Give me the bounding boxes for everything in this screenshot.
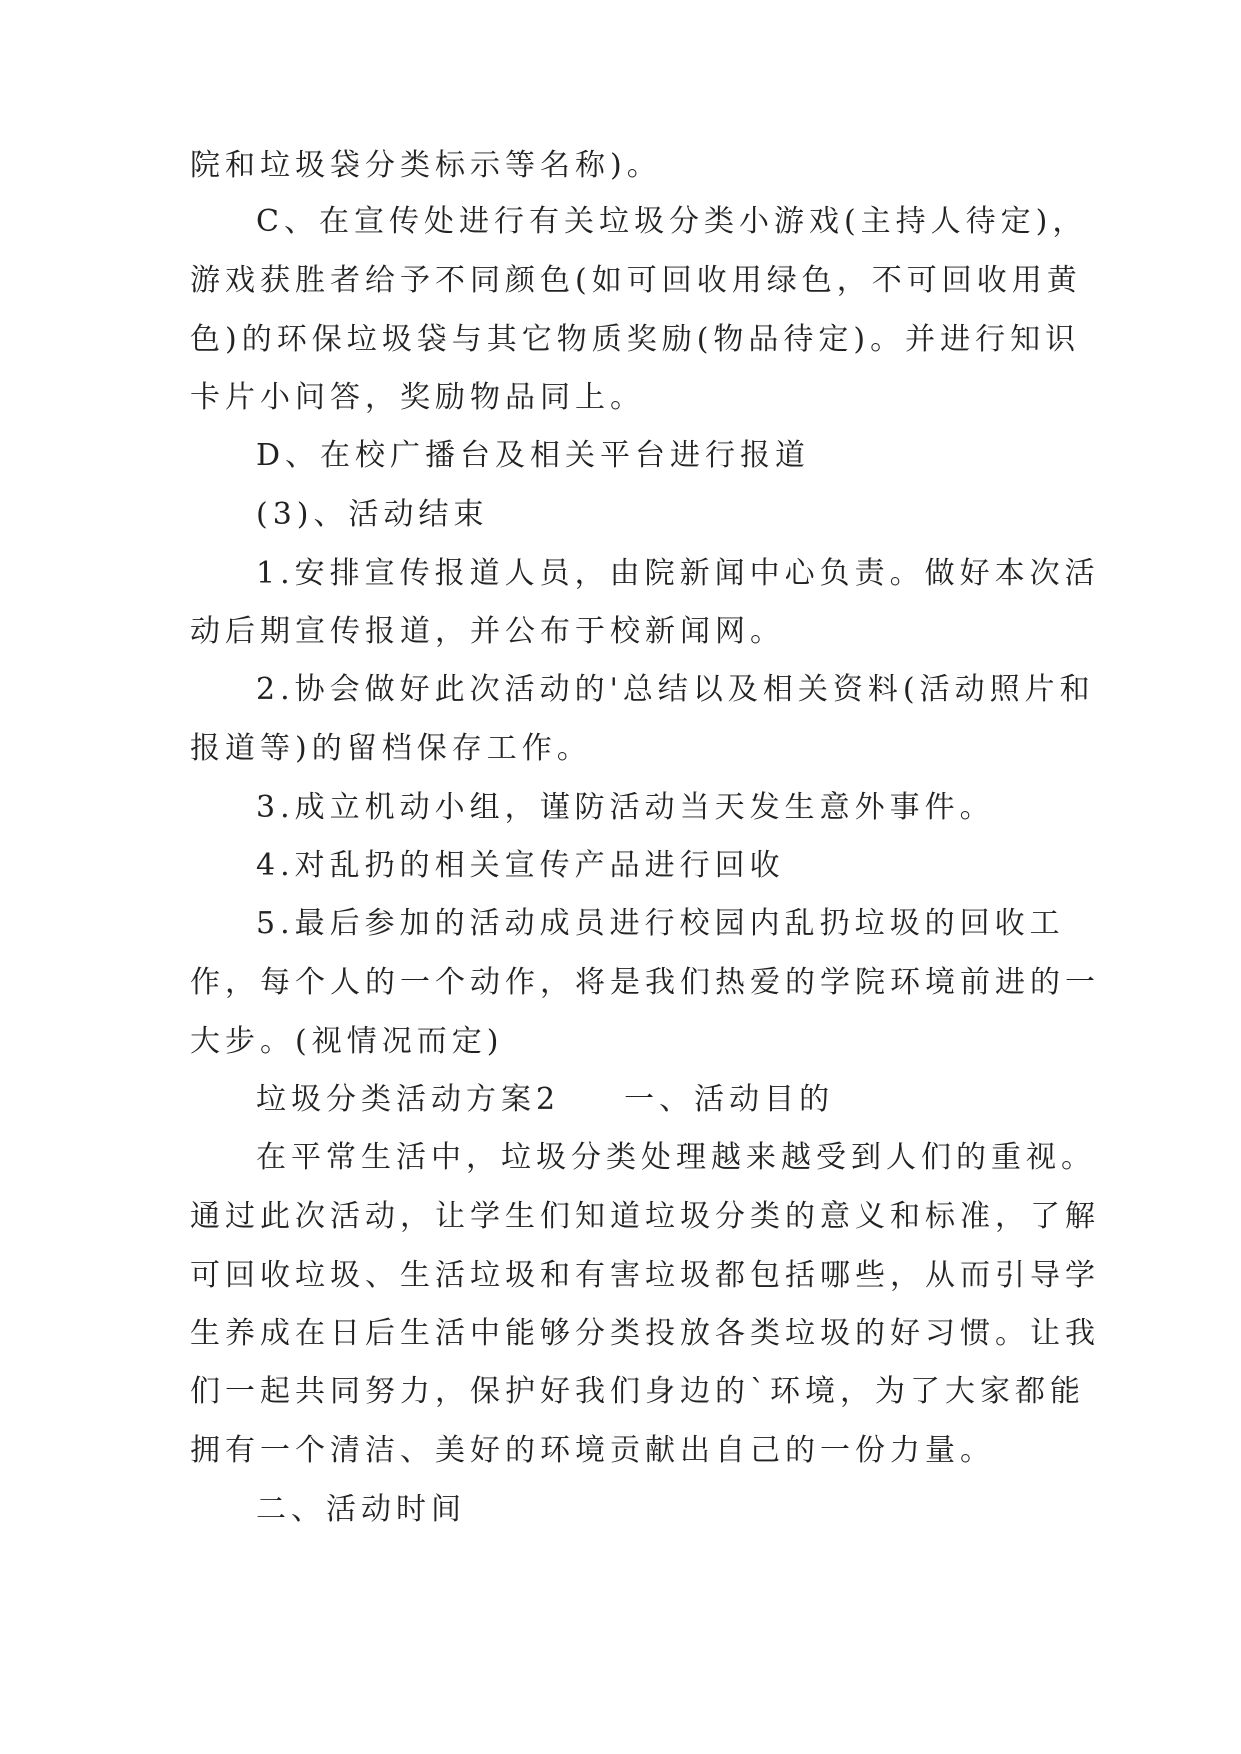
text-line: 作，每个人的一个动作，将是我们热爱的学院环境前进的一 [190,965,1100,1000]
text-line: 报道等)的留档保存工作。 [190,731,592,766]
text-line: 院和垃圾袋分类标示等名称)。 [190,148,662,183]
text-line: 可回收垃圾、生活垃圾和有害垃圾都包括哪些，从而引导学 [190,1258,1100,1293]
text-line: (3)、活动结束 [256,497,489,532]
text-line: 在平常生活中，垃圾分类处理越来越受到人们的重视。 [256,1140,1096,1175]
text-line: 拥有一个清洁、美好的环境贡献出自己的一份力量。 [190,1433,995,1468]
text-line: 大步。(视情况而定) [190,1024,504,1059]
text-line: 们一起共同努力，保护好我们身边的`环境，为了大家都能 [190,1374,1085,1409]
text-line: 通过此次活动，让学生们知道垃圾分类的意义和标准，了解 [190,1199,1100,1234]
text-line: C、在宣传处进行有关垃圾分类小游戏(主持人待定)， [256,204,1088,239]
text-line: 生养成在日后生活中能够分类投放各类垃圾的好习惯。让我 [190,1316,1100,1351]
plan-title: 垃圾分类活动方案2 [256,1082,561,1117]
text-line: 1.安排宣传报道人员，由院新闻中心负责。做好本次活 [256,556,1100,591]
section-heading: 二、活动时间 [256,1492,466,1527]
text-line: 色)的环保垃圾袋与其它物质奖励(物品待定)。并进行知识 [190,322,1081,357]
text-line: D、在校广播台及相关平台进行报道 [256,438,811,473]
section-heading-line [256,1080,1136,1120]
text-line: 卡片小问答，奖励物品同上。 [190,380,645,415]
text-line: 4.对乱扔的相关宣传产品进行回收 [256,848,785,883]
section-heading: 一、活动目的 [624,1082,835,1117]
text-line: 5.最后参加的活动成员进行校园内乱扔垃圾的回收工 [256,906,1065,941]
text-line: 游戏获胜者给予不同颜色(如可回收用绿色，不可回收用黄 [190,263,1082,298]
text-line: 3.成立机动小组，谨防活动当天发生意外事件。 [256,790,995,825]
text-line: 动后期宣传报道，并公布于校新闻网。 [190,614,785,649]
text-line: 2.协会做好此次活动的'总结以及相关资料(活动照片和 [256,672,1095,707]
